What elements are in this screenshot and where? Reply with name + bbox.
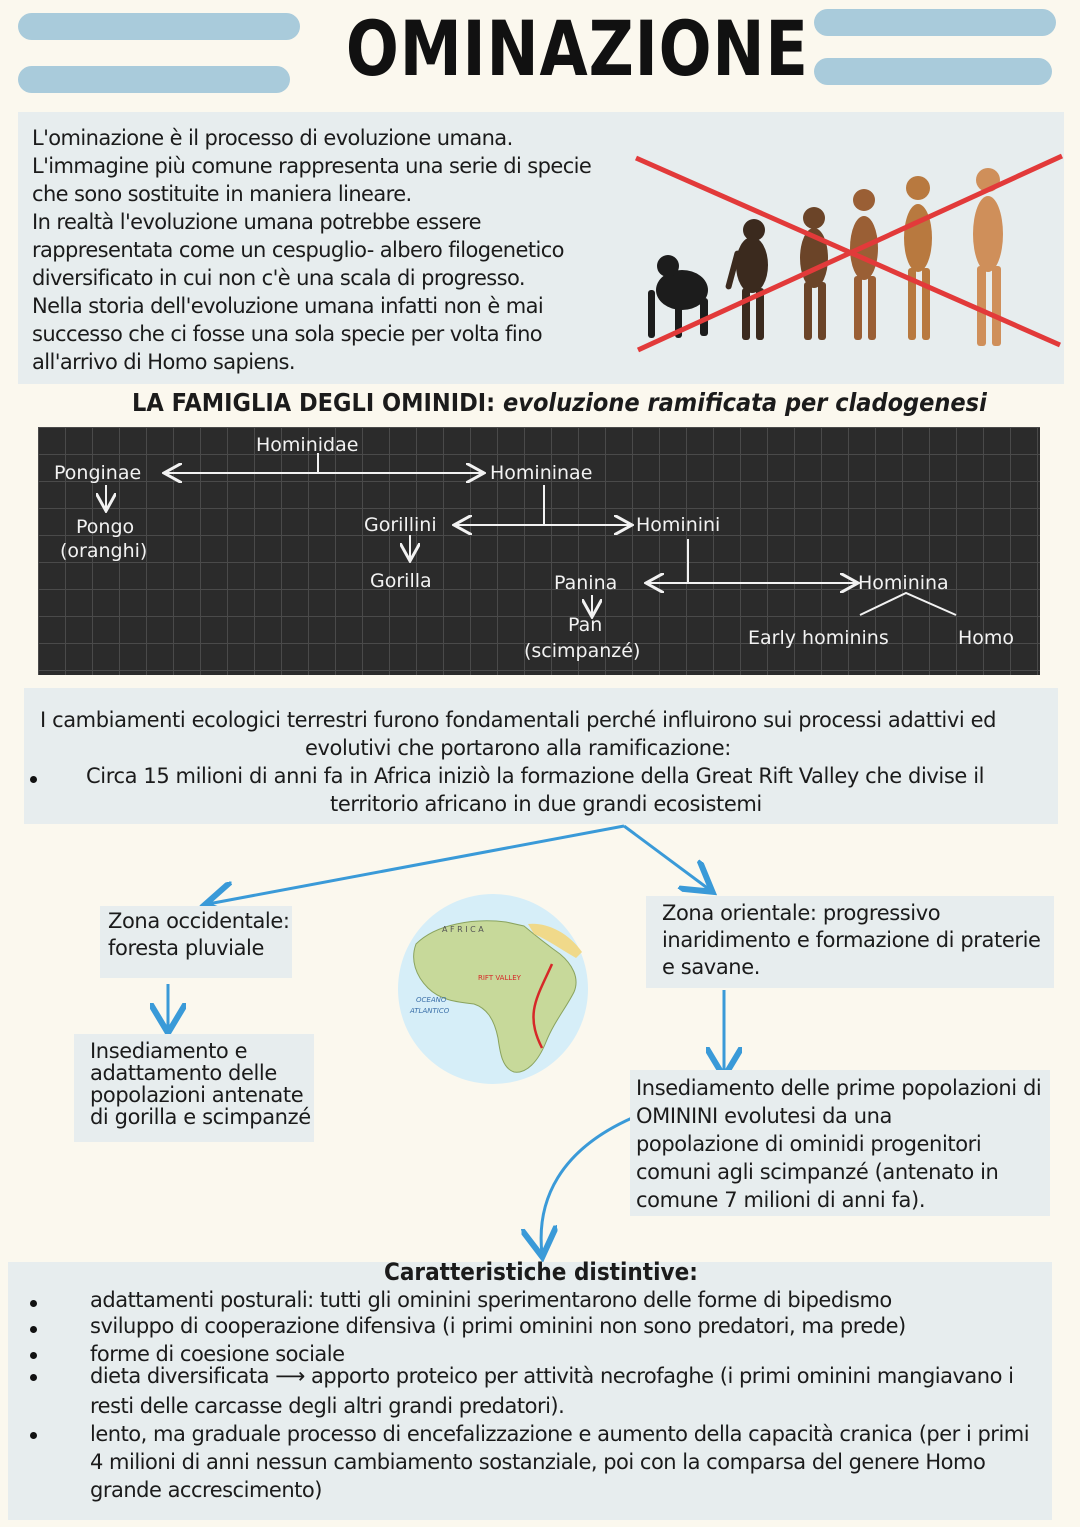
west-zone-text <box>108 908 290 962</box>
east-zone-line: Zona orientale: progressivo <box>662 901 941 925</box>
east-zone-line: inaridimento e formazione di praterie <box>662 928 1041 952</box>
trait-item-continued: grande accrescimento) <box>90 1478 322 1502</box>
map-label-africa: A F R I C A <box>442 925 484 934</box>
bullet-icon <box>30 1300 37 1307</box>
west-zone-line: foresta pluviale <box>108 936 265 960</box>
ecology-line-3: Circa 15 milioni di anni fa in Africa iniziò la formazione della Great Rift Valley che divise il <box>86 764 985 788</box>
ecology-line-4: territorio africano in due grandi ecosistemi <box>330 792 762 816</box>
east-zone-line: e savane. <box>662 955 761 979</box>
east-result-line: OMININI evolutesi da una <box>636 1104 893 1128</box>
west-result-text <box>90 1040 311 1128</box>
node-pan: Pan <box>568 614 603 636</box>
node-pan-note: (scimpanzé) <box>524 640 641 662</box>
bullet-icon <box>30 1374 37 1381</box>
trait-item-continued: resti delle carcasse degli altri grandi predatori). <box>90 1394 565 1418</box>
family-heading-bold: LA FAMIGLIA DEGLI OMINIDI: <box>132 388 496 417</box>
west-result-line: Insediamento e <box>90 1039 248 1063</box>
west-result-line: popolazioni antenate <box>90 1083 304 1107</box>
page-title: OMINAZIONE <box>345 4 809 93</box>
node-homininae: Homininae <box>490 462 593 484</box>
east-result-line: Insediamento delle prime popolazioni di <box>636 1076 1042 1100</box>
node-pongo: Pongo <box>76 516 135 538</box>
traits-heading: Caratteristiche distintive: <box>384 1258 698 1286</box>
node-gorillini: Gorillini <box>364 514 437 536</box>
trait-item: sviluppo di cooperazione difensiva (i primi ominini non sono predatori, ma prede) <box>90 1314 906 1338</box>
east-result-line: popolazione di ominidi progenitori <box>636 1132 982 1156</box>
node-hominina: Hominina <box>858 572 949 594</box>
trait-diet-label: dieta diversificata <box>90 1364 270 1388</box>
family-heading-italic: evoluzione ramificata per cladogenesi <box>503 388 987 417</box>
node-panina: Panina <box>554 572 618 594</box>
east-result-line: comune 7 milioni di anni fa). <box>636 1188 926 1212</box>
africa-globe-map <box>396 892 590 1086</box>
intro-line: successo che ci fosse una sola specie per volta fino <box>32 322 543 346</box>
trait-item-continued: 4 milioni di anni nessun cambiamento sostanziale, poi con la comparsa del genere Homo <box>90 1450 986 1474</box>
arrow-right-icon: ⟶ <box>275 1364 305 1388</box>
node-gorilla: Gorilla <box>370 570 432 592</box>
map-label-ocean-1: OCEANO <box>416 996 447 1004</box>
bullet-icon <box>30 1432 37 1439</box>
node-pongo-note: (oranghi) <box>60 540 148 562</box>
east-result-line: comuni agli scimpanzé (antenato in <box>636 1160 999 1184</box>
intro-line: rappresentata come un cespuglio- albero filogenetico <box>32 238 564 262</box>
intro-line: diversificato in cui non c'è una scala di progresso. <box>32 266 525 290</box>
trait-item: adattamenti posturali: tutti gli ominini sperimentarono delle forme di bipedismo <box>90 1288 892 1312</box>
map-label-ocean-2: ATLANTICO <box>410 1007 450 1015</box>
intro-line: In realtà l'evoluzione umana potrebbe essere <box>32 210 481 234</box>
intro-line: all'arrivo di Homo sapiens. <box>32 350 295 374</box>
intro-line: che sono sostituite in maniera lineare. <box>32 182 412 206</box>
west-zone-line: Zona occidentale: <box>108 909 290 933</box>
west-result-line: di gorilla e scimpanzé <box>90 1105 311 1129</box>
trait-item: forme di coesione sociale <box>90 1342 345 1366</box>
trait-item: lento, ma graduale processo di encefalizzazione e aumento della capacità cranica (per i primi <box>90 1422 1030 1446</box>
node-hominidae: Hominidae <box>256 434 359 456</box>
west-result-line: adattamento delle <box>90 1061 277 1085</box>
node-ponginae: Ponginae <box>54 462 142 484</box>
node-early-hominins: Early hominins <box>748 627 889 649</box>
bullet-icon <box>30 1352 37 1359</box>
east-result-text <box>636 1074 1041 1214</box>
ecology-line-1: I cambiamenti ecologici terrestri furono fondamentali perché influirono sui processi adattivi ed <box>40 708 997 732</box>
map-label-rift: RIFT VALLEY <box>478 974 521 982</box>
ecology-line-2: evolutivi che portarono alla ramificazione: <box>305 736 731 760</box>
intro-line: L'ominazione è il processo di evoluzione umana. <box>32 126 513 150</box>
bullet-icon <box>30 1326 37 1333</box>
intro-line: L'immagine più comune rappresenta una serie di specie <box>32 154 592 178</box>
node-homo: Homo <box>958 627 1015 649</box>
east-zone-text <box>662 900 1041 981</box>
trait-diet-detail: apporto proteico per attività necrofaghe (i primi ominini mangiavano i <box>311 1364 1014 1388</box>
intro-line: Nella storia dell'evoluzione umana infatti non è mai <box>32 294 544 318</box>
trait-item-diet <box>90 1364 1013 1388</box>
node-hominini: Hominini <box>636 514 721 536</box>
